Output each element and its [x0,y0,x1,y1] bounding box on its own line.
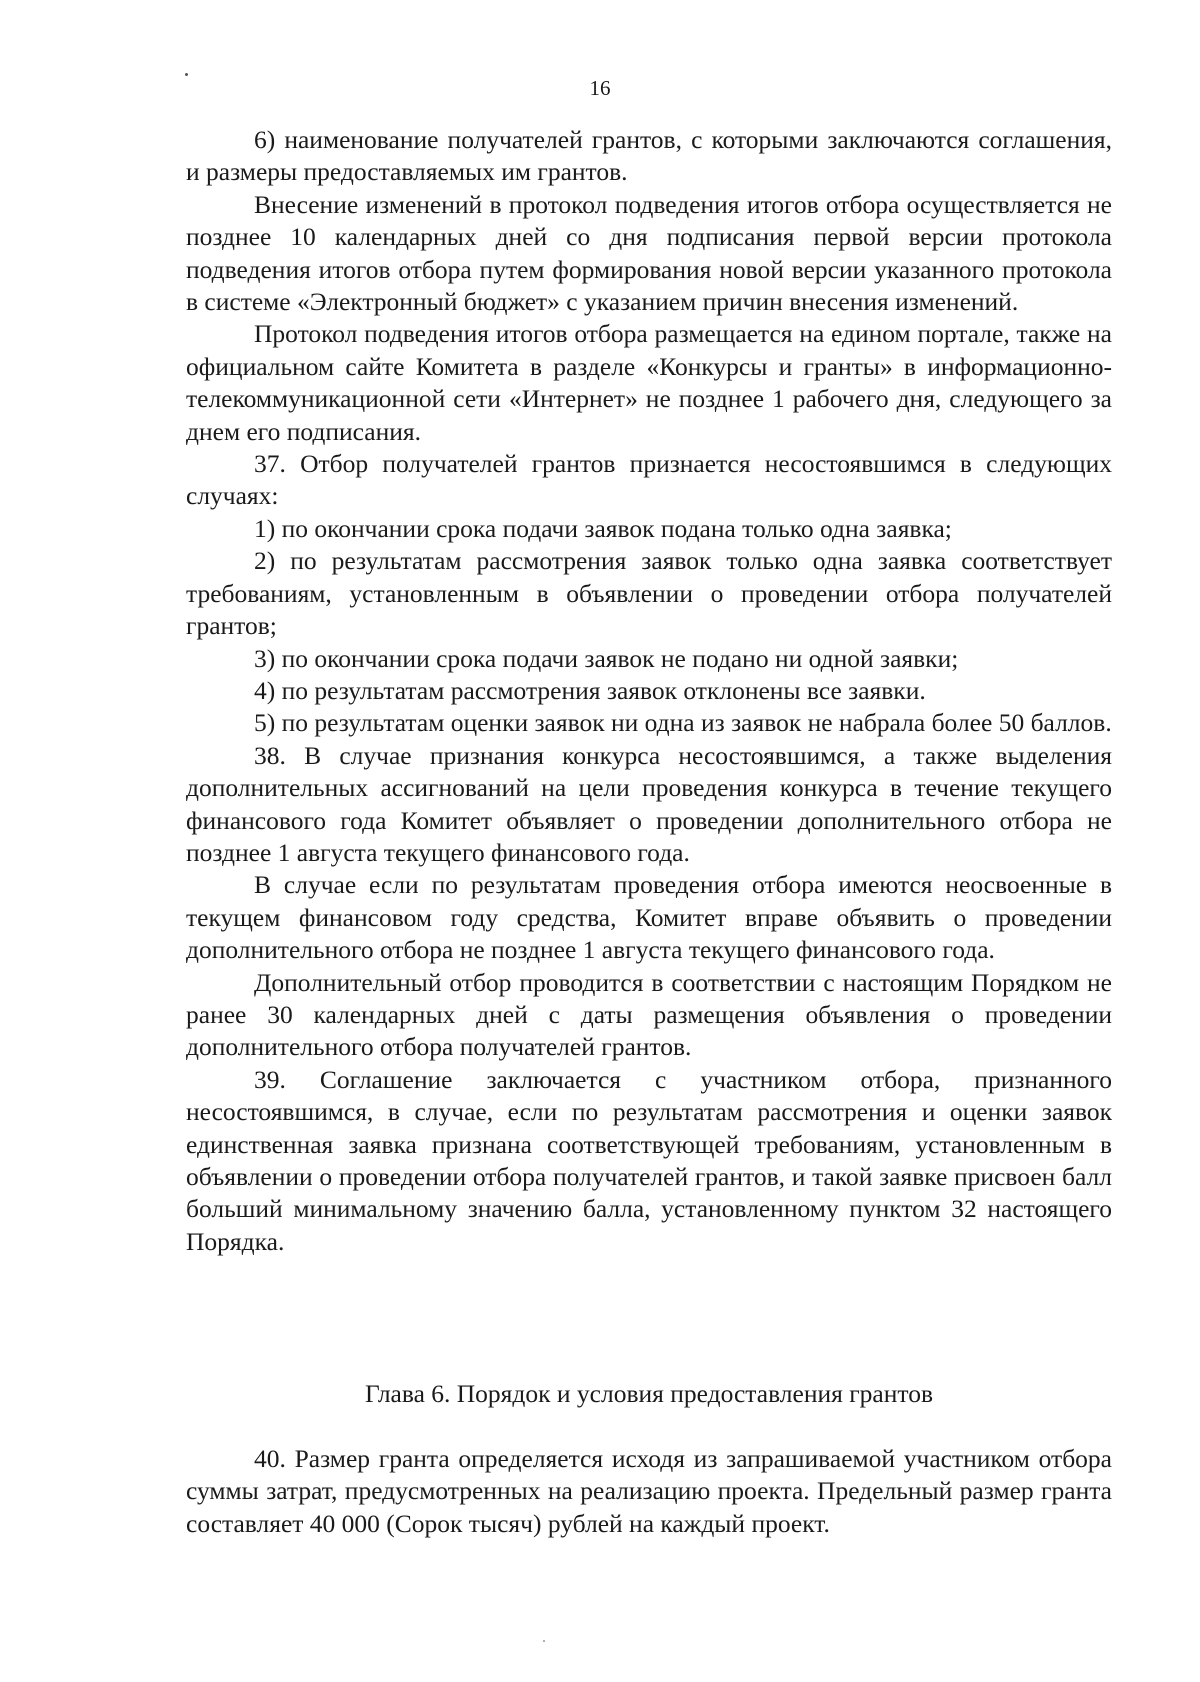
paragraph-38-additional-selection: Дополнительный отбор проводится в соответствии с настоящим Порядком не ранее 30 календарных дней с даты размещения объявления о проведении дополнительного отбора получателей грантов. [186,967,1112,1062]
list-item-37-4: 4) по результатам рассмотрения заявок отклонены все заявки. [254,675,926,705]
paragraph-39: 39. Соглашение заключается с участником отбора, признанного несостоявшимся, в случае, если по результатам рассмотрения и оценки заявок единственная заявка признана соответствующей требованиям, установленным в объявлении о проведении отбора получателей грантов, и такой заявке присвоен балл больший минимальному значению балла, установленному пунктом 32 настоящего Порядка. [186,1064,1112,1256]
paragraph-37: 37. Отбор получателей грантов признается несостоявшимся в следующих случаях: [186,449,1112,511]
list-item-37-2: 2) по результатам рассмотрения заявок только одна заявка соответствует требованиям, установленным в объявлении о проведении отбора получателей грантов; [186,546,1112,641]
document-body-continued [186,1443,1112,1540]
list-item-37-3: 3) по окончании срока подачи заявок не подано ни одной заявки; [254,643,959,673]
list-item-37-1: 1) по окончании срока подачи заявок подана только одна заявка; [254,513,952,543]
paragraph-40: 40. Размер гранта определяется исходя из запрашиваемой участником отбора суммы затрат, предусмотренных на реализацию проекта. Предельный размер гранта составляет 40 000 (Сорок тысяч) рублей на каждый проект. [186,1444,1112,1538]
list-item-37-5: 5) по результатам оценки заявок ни одна из заявок не набрала более 50 баллов. [254,708,1112,738]
scan-speck [543,1640,545,1642]
document-body [186,124,1112,1258]
paragraph-38: 38. В случае признания конкурса несостоявшимся, а также выделения дополнительных ассигнований на цели проведения конкурса в течение текущего финансового года Комитет объявляет о проведении дополнительного отбора не позднее 1 августа текущего финансового года. [186,740,1112,867]
paragraph-38-unspent-funds: В случае если по результатам проведения отбора имеются неосвоенные в текущем финансовом году средства, Комитет вправе объявить о проведении дополнительного отбора не позднее 1 августа текущего финансового года. [186,870,1112,965]
chapter-heading: Глава 6. Порядок и условия предоставления грантов [365,1379,933,1408]
paragraph-item-6: 6) наименование получателей грантов, с которыми заключаются соглашения, и размеры предоставляемых им грантов. [186,125,1112,187]
paragraph-protocol-publication: Протокол подведения итогов отбора размещается на едином портале, также на официальном сайте Комитета в разделе «Конкурсы и гранты» в информационно-телекоммуникационной сети «Интернет» не позднее 1 рабочего дня, следующего за днем его подписания. [186,319,1112,446]
paragraph-protocol-changes: Внесение изменений в протокол подведения итогов отбора осуществляется не позднее 10 календарных дней со дня подписания первой версии протокола подведения итогов отбора путем формирования новой версии указанного протокола в системе «Электронный бюджет» с указанием причин внесения изменений. [186,189,1112,317]
page-number: 16 [589,76,611,100]
